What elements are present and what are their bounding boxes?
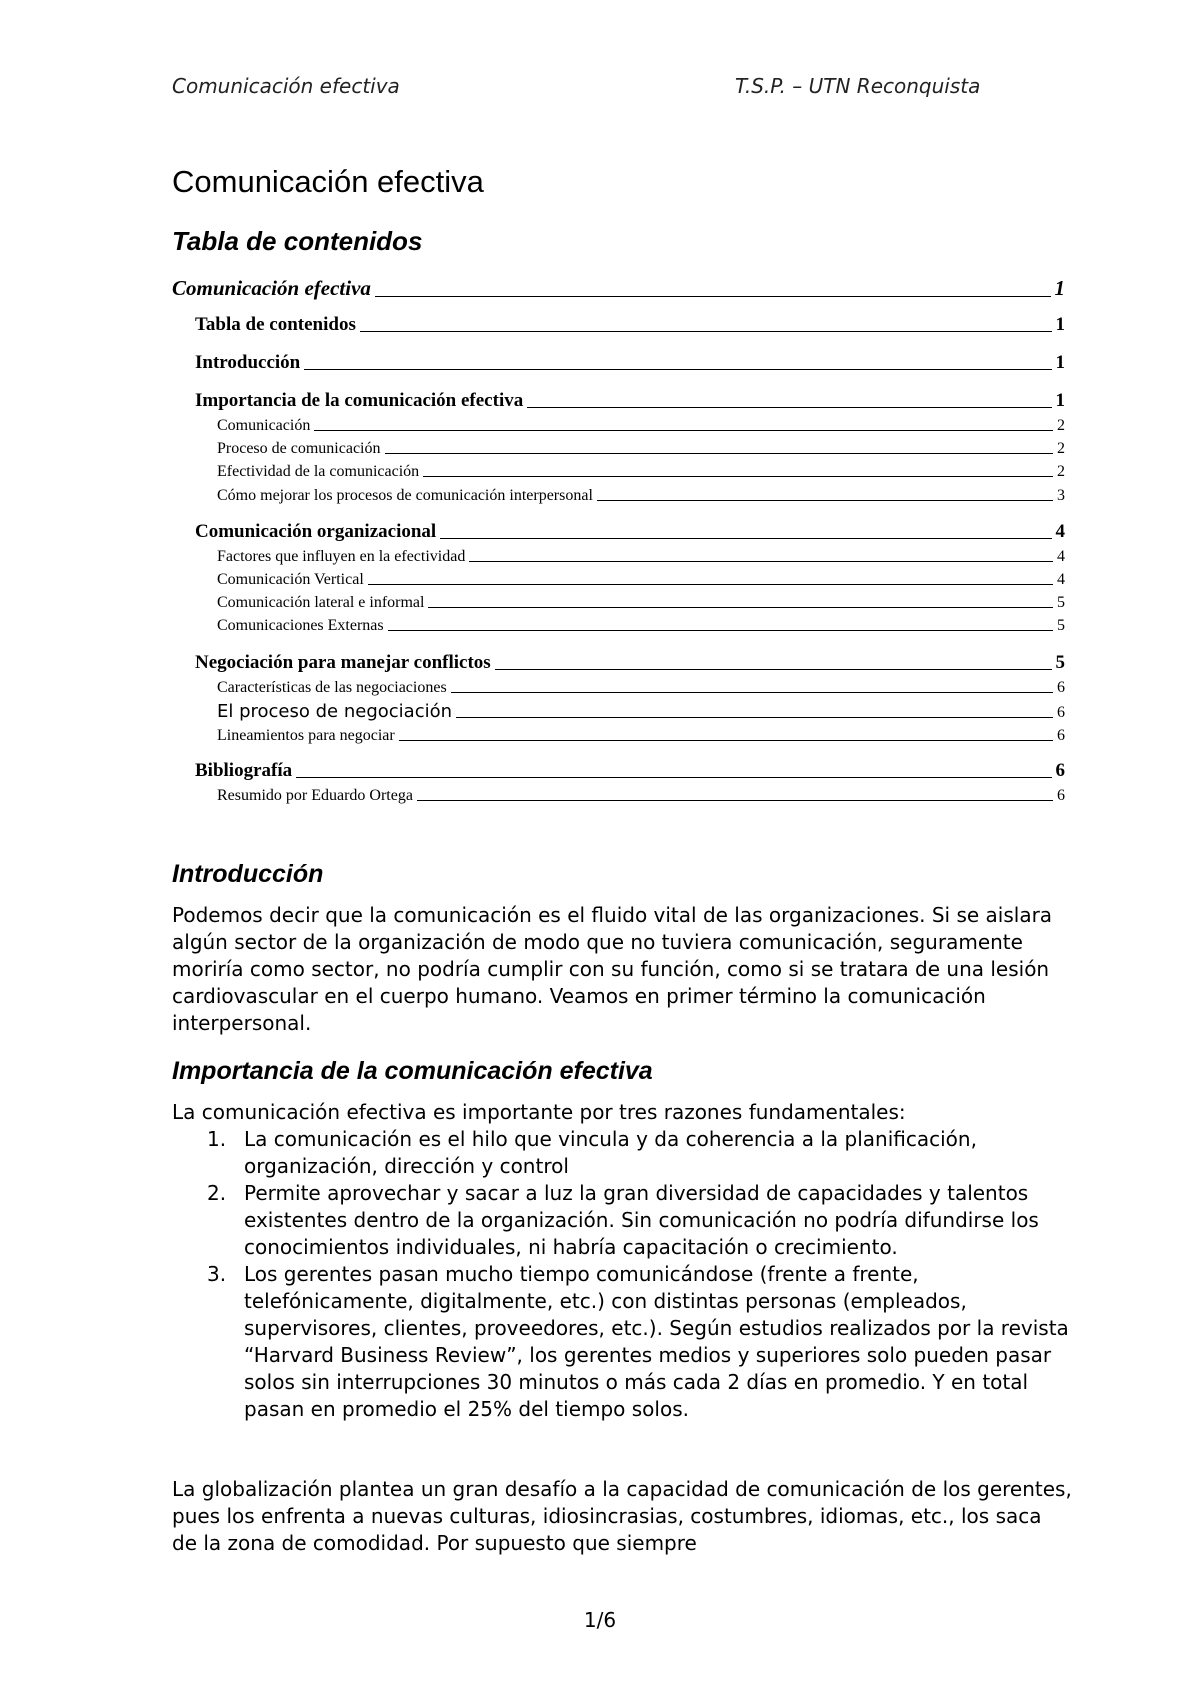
toc-entry-page: 3 — [1057, 487, 1065, 504]
section-heading-importancia: Importancia de la comunicación efectiva — [172, 1057, 653, 1085]
toc-leader — [469, 561, 1053, 562]
toc-entry[interactable] — [217, 548, 1065, 566]
toc-entry-label: Importancia de la comunicación efectiva — [195, 390, 524, 411]
toc-entry[interactable] — [217, 617, 1065, 635]
toc-entry-label: Efectividad de la comunicación — [217, 463, 420, 480]
toc-entry[interactable] — [195, 760, 1065, 782]
toc-entry-label: Cómo mejorar los procesos de comunicación interpersonal — [217, 487, 593, 504]
toc-leader — [440, 538, 1051, 539]
toc-entry-page: 6 — [1057, 704, 1065, 721]
toc-leader — [388, 630, 1053, 631]
toc-entry-label: Factores que influyen en la efectividad — [217, 548, 466, 565]
toc-leader — [385, 453, 1054, 454]
toc-entry-label: El proceso de negociación — [217, 701, 453, 722]
toc-entry-page: 4 — [1055, 521, 1065, 542]
toc-heading: Tabla de contenidos — [172, 226, 423, 256]
toc-leader — [314, 430, 1053, 431]
list-item-text: La comunicación es el hilo que vincula y da coherencia a la planificación, organización, dirección y control — [244, 1127, 977, 1178]
list-item-text: Los gerentes pasan mucho tiempo comunicándose (frente a frente, telefónicamente, digitalmente, etc.) con distintas personas (empleados, supervisores, clientes, proveedores, etc.). Según estudios realizados por la revista “Harvard Business Review”, los gerentes medios y superiores solo pueden pasar solos sin interrupciones 30 minutos o más cada 2 días en promedio. Y en total pasan en promedio el 25% del tiempo solos. — [244, 1262, 1069, 1421]
toc-entry[interactable] — [195, 652, 1065, 674]
toc-leader — [451, 692, 1053, 693]
toc-entry[interactable] — [195, 521, 1065, 543]
toc-entry-label: Negociación para manejar conflictos — [195, 652, 491, 673]
toc-entry-page: 2 — [1057, 463, 1065, 480]
toc-entry[interactable] — [172, 276, 1065, 301]
toc-entry[interactable] — [217, 487, 1065, 505]
list-item — [172, 1180, 1072, 1261]
toc-entry-label: Bibliografía — [195, 760, 293, 781]
toc-entry-page: 5 — [1057, 617, 1065, 634]
toc-entry[interactable] — [217, 463, 1065, 481]
toc-entry-page: 2 — [1057, 417, 1065, 434]
toc-entry-label: Comunicación efectiva — [172, 276, 371, 300]
toc-leader — [428, 607, 1053, 608]
toc-entry-page: 4 — [1057, 571, 1065, 588]
running-header-title: Comunicación efectiva — [172, 74, 400, 98]
toc-entry-label: Proceso de comunicación — [217, 440, 381, 457]
reasons-list — [172, 1126, 1072, 1423]
toc-entry-label: Tabla de contenidos — [195, 314, 356, 335]
toc-leader — [375, 296, 1051, 297]
toc-entry[interactable] — [217, 679, 1065, 697]
toc-leader — [597, 500, 1053, 501]
page-number: 1/6 — [583, 1608, 617, 1632]
importancia-lead: La comunicación efectiva es importante por tres razones fundamentales: — [172, 1100, 906, 1124]
toc-entry-page: 6 — [1057, 787, 1065, 804]
toc-entry[interactable] — [217, 787, 1065, 805]
toc-entry[interactable] — [217, 417, 1065, 435]
toc-leader — [296, 777, 1051, 778]
toc-entry[interactable] — [217, 440, 1065, 458]
toc-leader — [399, 740, 1053, 741]
importancia-closing: La globalización plantea un gran desafío a la capacidad de comunicación de los gerentes, pues los enfrenta a nuevas culturas, idiosincrasias, costumbres, idiomas, etc., los saca de la zona de comodidad. Por supuesto que siempre — [172, 1477, 1072, 1555]
section-heading-introduccion: Introducción — [172, 860, 324, 888]
list-item-text: Permite aprovechar y sacar a luz la gran diversidad de capacidades y talentos existentes dentro de la organización. Sin comunicación no podría difundirse los conocimientos individuales, ni habría capacitación o crecimiento. — [244, 1181, 1039, 1259]
running-header-institution: T.S.P. – UTN Reconquista — [735, 74, 981, 98]
toc-entry[interactable] — [217, 701, 1065, 722]
document-title: Comunicación efectiva — [172, 164, 484, 199]
toc-entry[interactable] — [217, 727, 1065, 745]
toc-entry-page: 1 — [1055, 352, 1065, 373]
toc-entry-label: Comunicación — [217, 417, 311, 434]
toc-entry[interactable] — [195, 314, 1065, 336]
toc-entry[interactable] — [217, 571, 1065, 589]
toc-entry-page: 6 — [1055, 760, 1065, 781]
toc-leader — [423, 476, 1053, 477]
list-item-number: 2. — [207, 1181, 227, 1205]
toc-entry-label: Comunicación lateral e informal — [217, 594, 425, 611]
toc-leader — [368, 584, 1053, 585]
toc-entry-label: Comunicación organizacional — [195, 521, 437, 542]
toc-entry-page: 4 — [1057, 548, 1065, 565]
toc-entry-page: 5 — [1057, 594, 1065, 611]
toc-leader — [417, 800, 1053, 801]
list-item — [172, 1261, 1072, 1423]
toc-leader — [456, 717, 1053, 718]
toc-entry-page: 1 — [1055, 314, 1065, 335]
toc-leader — [304, 369, 1051, 370]
list-item-number: 3. — [207, 1262, 227, 1286]
toc-entry-label: Introducción — [195, 352, 301, 373]
toc-entry-label: Comunicación Vertical — [217, 571, 364, 588]
toc-leader — [495, 669, 1052, 670]
list-item — [172, 1126, 1072, 1180]
toc-entry-page: 1 — [1055, 390, 1065, 411]
toc-entry-page: 6 — [1057, 679, 1065, 696]
toc-entry-label: Características de las negociaciones — [217, 679, 447, 696]
toc-entry-label: Comunicaciones Externas — [217, 617, 384, 634]
list-item-number: 1. — [207, 1127, 227, 1151]
toc-entry-page: 2 — [1057, 440, 1065, 457]
toc-entry[interactable] — [195, 390, 1065, 412]
toc-entry-label: Lineamientos para negociar — [217, 727, 395, 744]
toc-leader — [360, 331, 1052, 332]
toc-entry-page: 1 — [1054, 276, 1065, 300]
toc-entry[interactable] — [217, 594, 1065, 612]
toc-entry-label: Resumido por Eduardo Ortega — [217, 787, 413, 804]
toc-leader — [527, 407, 1051, 408]
toc-entry-page: 6 — [1057, 727, 1065, 744]
intro-paragraph: Podemos decir que la comunicación es el fluido vital de las organizaciones. Si se aislara algún sector de la organización de modo que no tuviera comunicación, seguramente moriría como sector, no podría cumplir con su función, como si se tratara de una lesión cardiovascular en el cuerpo humano. Veamos en primer término la comunicación interpersonal. — [172, 903, 1053, 1035]
toc-entry[interactable] — [195, 352, 1065, 374]
toc-entry-page: 5 — [1055, 652, 1065, 673]
